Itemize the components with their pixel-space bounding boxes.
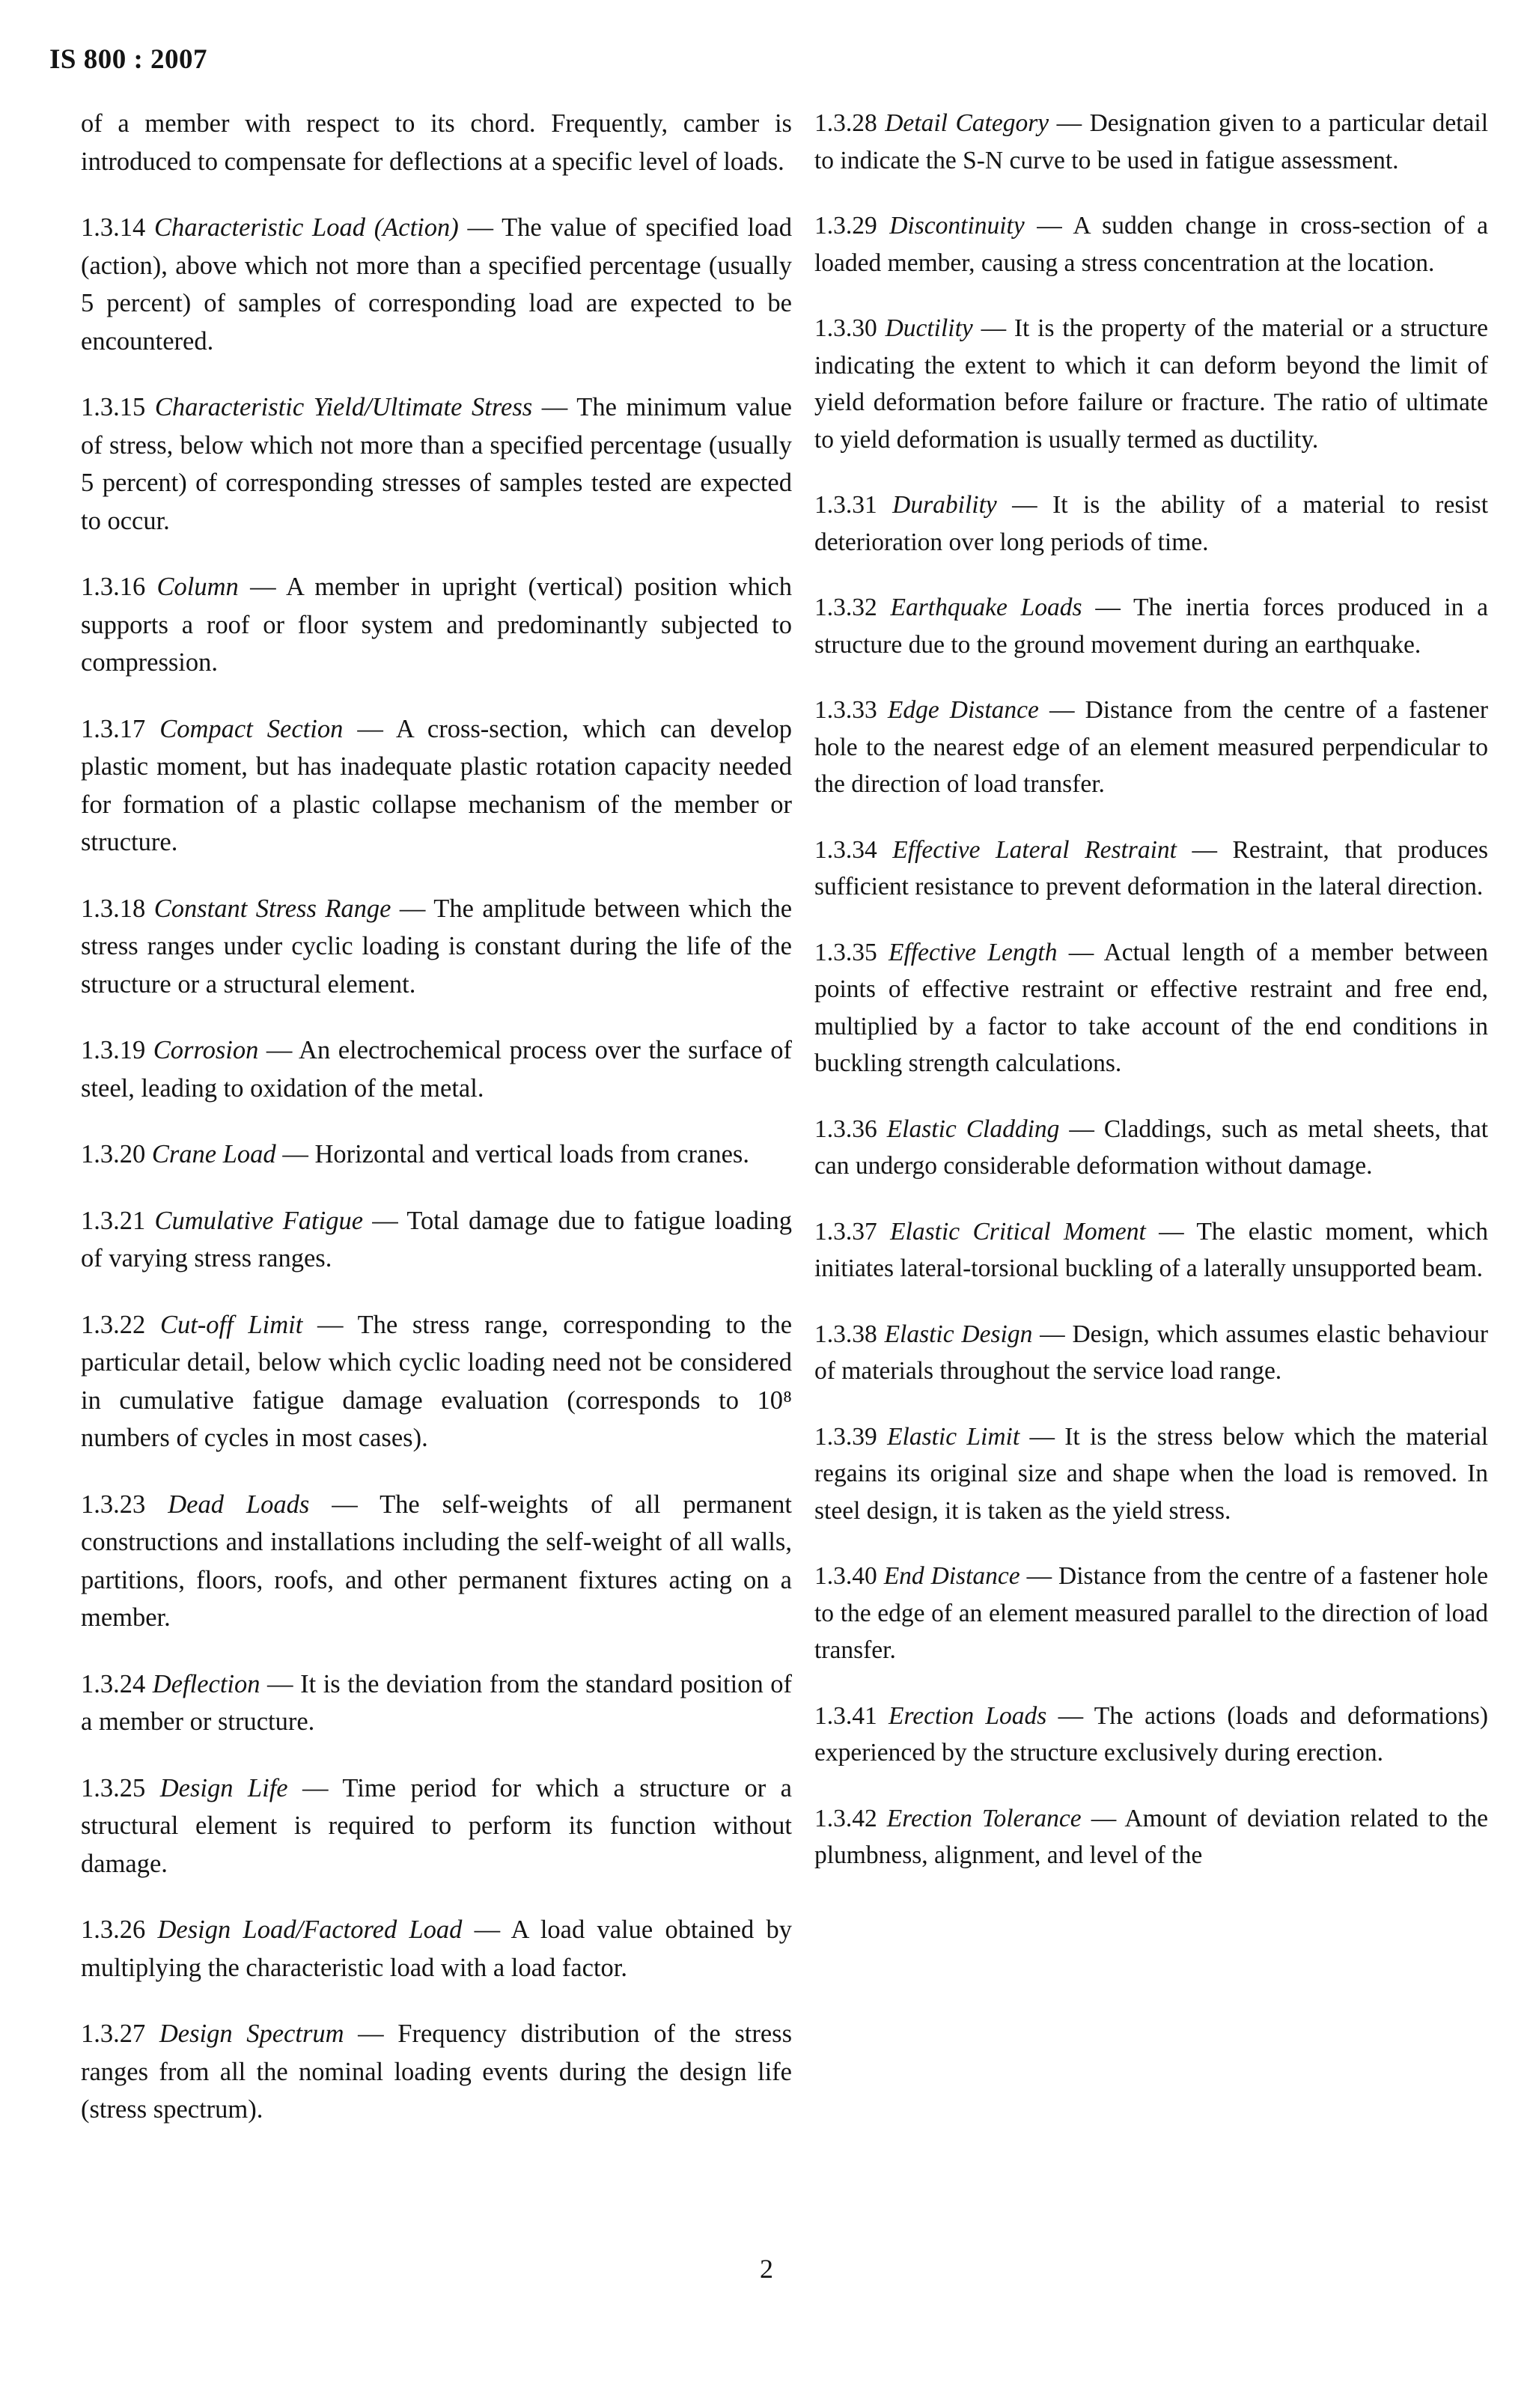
em-dash-separator: — <box>1046 1701 1094 1730</box>
definition-entry <box>81 1665 792 1741</box>
definition-text: Horizontal and vertical loads from cranes. <box>314 1140 749 1168</box>
definition-text: Distance from the centre of a fastener hole to the nearest edge of an element measured perpendicular to the direction of load transfer. <box>814 696 1489 798</box>
page-number: 2 <box>760 2254 773 2284</box>
em-dash-separator: — <box>391 894 434 923</box>
defined-term: Elastic Cladding <box>886 1115 1060 1143</box>
defined-term: Detail Category <box>885 109 1049 137</box>
defined-term: Erection Loads <box>889 1701 1047 1730</box>
em-dash-separator: — <box>309 1490 380 1519</box>
definition-entry <box>814 487 1488 561</box>
definition-entry <box>814 310 1488 458</box>
definition-entry <box>814 207 1488 281</box>
clause-number: 1.3.31 <box>814 491 877 519</box>
definition-text: An electrochemical process over the surface of steel, leading to oxidation of the metal. <box>81 1036 792 1103</box>
defined-term: Design Spectrum <box>159 2020 344 2048</box>
defined-term: Earthquake Loads <box>890 594 1082 621</box>
defined-term: Durability <box>892 491 997 519</box>
em-dash-separator: — <box>1059 1115 1104 1143</box>
clause-number: 1.3.25 <box>81 1773 146 1802</box>
clause-number: 1.3.41 <box>814 1701 877 1730</box>
defined-term: Effective Lateral Restraint <box>892 835 1177 864</box>
definition-text: The minimum value of stress, below which not more than a specified percentage (usually 5 percent) of corresponding stresses of samples tested are expected to occur. <box>81 393 792 535</box>
definition-entry <box>814 1418 1488 1530</box>
definition-entry <box>81 2015 792 2129</box>
clause-number: 1.3.16 <box>81 573 146 601</box>
definition-entry <box>81 1770 792 1883</box>
clause-number: 1.3.21 <box>81 1206 146 1235</box>
definition-text: The amplitude between which the stress ranges under cyclic loading is constant during the life of the structure or a structural element. <box>81 894 793 999</box>
definition-entry <box>814 692 1488 803</box>
em-dash-separator: — <box>238 573 286 601</box>
em-dash-separator: — <box>302 1310 358 1339</box>
definition-text: The inertia forces produced in a structure due to the ground movement during an earthquake. <box>814 594 1488 659</box>
em-dash-separator: — <box>1049 109 1090 137</box>
definition-text: A sudden change in cross-section of a loaded member, causing a stress concentration at the location. <box>814 212 1488 277</box>
definition-entry <box>81 1486 792 1637</box>
defined-term: Elastic Design <box>884 1320 1033 1348</box>
definition-entry <box>814 1698 1488 1772</box>
em-dash-separator: — <box>1020 1422 1065 1451</box>
left-column <box>81 105 792 2157</box>
definition-text: Total damage due to fatigue loading of varying stress ranges. <box>81 1206 792 1272</box>
definition-entry <box>814 1111 1488 1185</box>
em-dash-separator: — <box>1038 696 1085 724</box>
definition-entry <box>81 209 792 360</box>
definition-text: The stress range, corresponding to the particular detail, below which cyclic loading need not be considered in cumulative fatigue damage evaluation (corresponds to 10⁸ numbers of cycles in most cases). <box>81 1310 793 1452</box>
defined-term: Column <box>156 573 239 601</box>
definition-text: A load value obtained by multiplying the characteristic load with a load factor. <box>81 1915 792 1982</box>
definition-text: Actual length of a member between points of effective restraint or effective restraint and free end, multiplied by a factor to take account of the end conditions in buckling strength calculations. <box>814 938 1488 1077</box>
definition-text: Amount of deviation related to the plumbness, alignment, and level of the <box>814 1804 1489 1869</box>
defined-term: Erection Tolerance <box>886 1804 1082 1832</box>
definition-entry <box>81 1911 792 1987</box>
defined-term: Discontinuity <box>889 212 1025 240</box>
defined-term: Characteristic Yield/Ultimate Stress <box>154 393 533 421</box>
definition-entry <box>81 890 792 1004</box>
definition-entry <box>81 710 792 862</box>
defined-term: Design Life <box>159 1773 288 1802</box>
definition-text: Time period for which a structure or a structural element is required to perform its function without damage. <box>81 1773 792 1878</box>
definition-text: It is the property of the material or a structure indicating the extent to which it can deform beyond the limit of yield deformation before failure or fracture. The ratio of ultimate to yield deformation is usually termed as ductility. <box>814 314 1488 454</box>
em-dash-separator: — <box>972 314 1014 342</box>
defined-term: Characteristic Load (Action) <box>153 213 459 242</box>
definition-entry <box>814 589 1488 663</box>
clause-number: 1.3.24 <box>81 1669 146 1698</box>
clause-number: 1.3.35 <box>814 938 877 966</box>
clause-number: 1.3.29 <box>814 212 877 240</box>
definition-text: Claddings, such as metal sheets, that can undergo considerable deformation without damage. <box>814 1115 1488 1180</box>
definition-text: It is the deviation from the standard position of a member or structure. <box>81 1669 793 1736</box>
definition-text: It is the ability of a material to resist deterioration over long periods of time. <box>814 491 1489 556</box>
clause-number: 1.3.30 <box>814 314 877 342</box>
em-dash-separator: — <box>1032 1320 1073 1348</box>
defined-term: Ductility <box>885 314 973 342</box>
clause-number: 1.3.23 <box>81 1490 146 1519</box>
clause-number: 1.3.27 <box>81 2020 146 2048</box>
em-dash-separator: — <box>343 714 396 743</box>
definition-text: A cross-section, which can develop plastic moment, but has inadequate plastic rotation capacity needed for formation of a plastic collapse mechanism of the member or structure. <box>81 714 792 856</box>
definition-entry <box>814 1558 1488 1669</box>
em-dash-separator: — <box>258 1036 299 1064</box>
definition-text: It is the stress below which the material regains its original size and shape when the load is removed. In steel design, it is taken as the yield stress. <box>814 1422 1489 1525</box>
defined-term: Crane Load <box>151 1140 276 1168</box>
definition-entry <box>814 1213 1488 1287</box>
clause-number: 1.3.38 <box>814 1320 877 1348</box>
em-dash-separator: — <box>532 393 577 421</box>
clause-number: 1.3.22 <box>81 1310 146 1339</box>
clause-number: 1.3.33 <box>814 696 877 724</box>
em-dash-separator: — <box>1176 835 1233 864</box>
clause-number: 1.3.32 <box>814 594 877 621</box>
defined-term: Constant Stress Range <box>153 894 391 923</box>
clause-number: 1.3.19 <box>81 1036 146 1064</box>
definition-text: Designation given to a particular detail to indicate the S-N curve to be used in fatigue assessment. <box>814 109 1489 174</box>
document-header: IS 800 : 2007 <box>49 44 208 75</box>
clause-number: 1.3.40 <box>814 1562 877 1590</box>
defined-term: Effective Length <box>889 938 1058 966</box>
clause-number: 1.3.39 <box>814 1422 877 1451</box>
definition-entry <box>81 1031 792 1107</box>
em-dash-separator: — <box>1024 212 1073 240</box>
em-dash-separator: — <box>275 1140 315 1168</box>
definition-entry <box>814 1800 1488 1874</box>
right-column <box>814 105 1488 1903</box>
em-dash-separator: — <box>1057 938 1104 966</box>
defined-term: Cumulative Fatigue <box>154 1206 364 1235</box>
em-dash-separator: — <box>344 2020 398 2048</box>
definition-text: The elastic moment, which initiates lateral-torsional buckling of a laterally unsupported beam. <box>814 1217 1489 1282</box>
definition-entry <box>814 934 1488 1082</box>
em-dash-separator: — <box>996 491 1053 519</box>
definition-entry <box>81 1202 792 1278</box>
definition-text: The self-weights of all permanent constructions and installations including the self-weight of all walls, partitions, floors, roofs, and other permanent fixtures acting on a member. <box>81 1490 792 1632</box>
definition-text: Design, which assumes elastic behaviour of materials throughout the service load range. <box>814 1320 1489 1385</box>
definition-entry <box>81 568 792 682</box>
definition-entry <box>814 1316 1488 1390</box>
defined-term: Edge Distance <box>887 696 1039 724</box>
defined-term: Deflection <box>152 1669 260 1698</box>
defined-term: Design Load/Factored Load <box>157 1915 463 1944</box>
defined-term: Elastic Critical Moment <box>890 1217 1146 1246</box>
em-dash-separator: — <box>1145 1217 1197 1246</box>
clause-number: 1.3.42 <box>814 1804 877 1832</box>
defined-term: Dead Loads <box>168 1490 310 1519</box>
definition-text: Distance from the centre of a fastener hole to the edge of an element measured parallel to the direction of load transfer. <box>814 1562 1489 1664</box>
clause-number: 1.3.34 <box>814 835 877 864</box>
em-dash-separator: — <box>287 1773 343 1802</box>
clause-number: 1.3.15 <box>81 393 146 421</box>
clause-number: 1.3.14 <box>81 213 146 242</box>
clause-number: 1.3.28 <box>814 109 877 137</box>
definition-text: of a member with respect to its chord. Frequently, camber is introduced to compensate for deflections at a specific level of loads. <box>81 109 792 176</box>
definition-entry <box>814 832 1488 906</box>
em-dash-separator: — <box>462 1915 511 1944</box>
clause-number: 1.3.20 <box>81 1140 146 1168</box>
em-dash-separator: — <box>458 213 502 242</box>
defined-term: Compact Section <box>159 714 344 743</box>
definition-entry <box>81 105 792 180</box>
clause-number: 1.3.26 <box>81 1915 146 1944</box>
clause-number: 1.3.18 <box>81 894 146 923</box>
defined-term: Elastic Limit <box>887 1422 1020 1451</box>
definition-text: Frequency distribution of the stress ranges from all the nominal loading events during the design life (stress spectrum). <box>81 2020 793 2124</box>
em-dash-separator: — <box>260 1669 301 1698</box>
definition-text: The value of specified load (action), above which not more than a specified percentage (usually 5 percent) of samples of corresponding load are expected to be encountered. <box>81 213 792 356</box>
defined-term: Corrosion <box>153 1036 259 1064</box>
definition-text: Restraint, that produces sufficient resistance to prevent deformation in the lateral direction. <box>814 835 1488 900</box>
clause-number: 1.3.37 <box>814 1217 877 1246</box>
definition-text: A member in upright (vertical) position which supports a roof or floor system and predominantly subjected to compression. <box>81 573 792 677</box>
em-dash-separator: — <box>1020 1562 1059 1590</box>
definition-entry <box>814 105 1488 179</box>
em-dash-separator: — <box>1082 594 1134 621</box>
defined-term: End Distance <box>883 1562 1020 1590</box>
definition-entry <box>81 388 792 540</box>
definition-entry <box>81 1306 792 1457</box>
defined-term: Cut-off Limit <box>159 1310 303 1339</box>
em-dash-separator: — <box>363 1206 407 1235</box>
definition-text: The actions (loads and deformations) experienced by the structure exclusively during erection. <box>814 1701 1489 1767</box>
definition-entry <box>81 1136 792 1174</box>
em-dash-separator: — <box>1081 1804 1125 1832</box>
clause-number: 1.3.36 <box>814 1115 877 1143</box>
clause-number: 1.3.17 <box>81 714 146 743</box>
